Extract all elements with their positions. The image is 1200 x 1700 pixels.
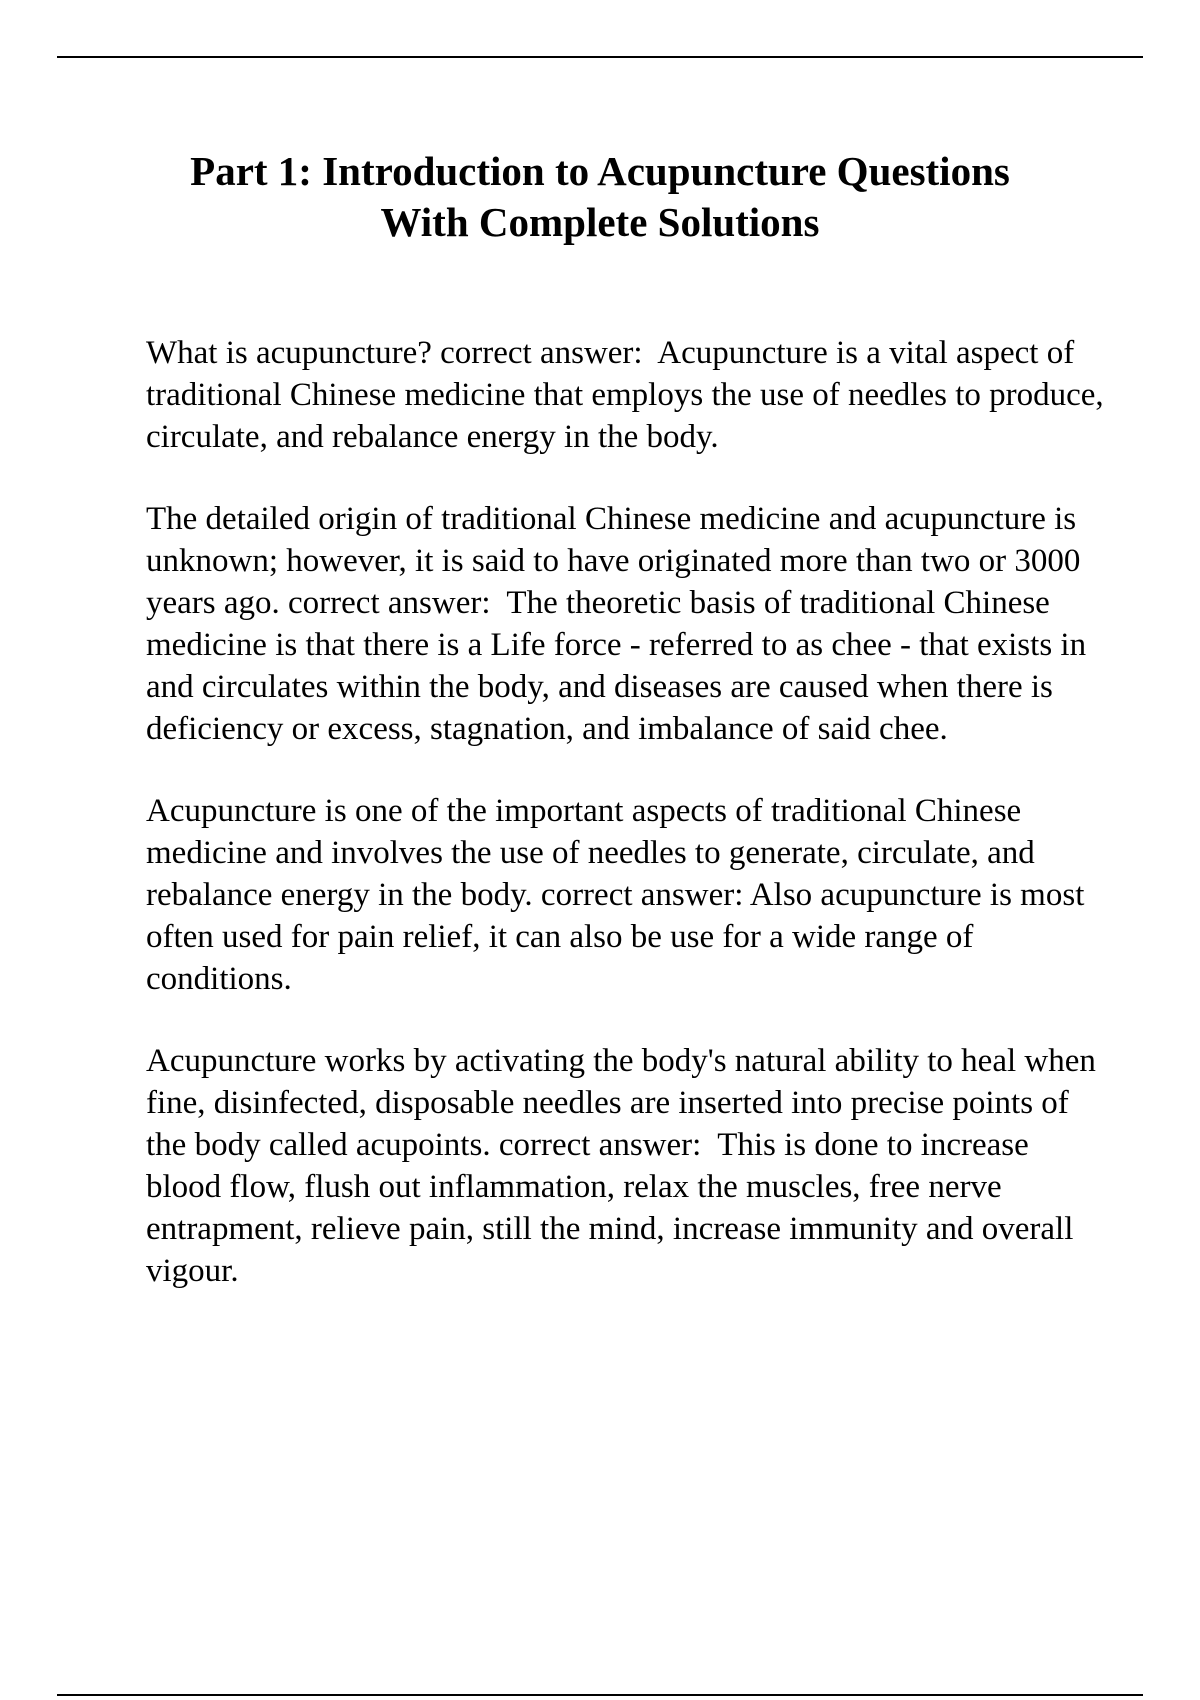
title-line-2: With Complete Solutions bbox=[380, 199, 820, 245]
question-text: The detailed origin of traditional Chinese medicine and acupuncture is unknown; however, it is said to have originated more than two or 3000 years ago. bbox=[146, 501, 1089, 621]
answer-text: Also acupuncture is most often used for pain relief, it can also be use for a wide range of conditions. bbox=[146, 877, 1093, 997]
question-text: Acupuncture is one of the important aspects of traditional Chinese medicine and involves the use of needles to generate, circulate, and rebalance energy in the body. bbox=[146, 793, 1044, 913]
question-text: Acupuncture works by activating the body's natural ability to heal when fine, disinfected, disposable needles are inserted into precise points of the body called acupoints. bbox=[146, 1043, 1105, 1163]
answer-text: The theoretic basis of traditional Chinese medicine is that there is a Life force - referred to as chee - that exists in and circulates within the body, and diseases are caused when there is deficiency or excess, stagnation, and imbalance of said chee. bbox=[146, 585, 1095, 747]
answer-label: correct answer: bbox=[540, 877, 744, 913]
document-title bbox=[57, 146, 1143, 248]
bottom-divider bbox=[57, 1694, 1143, 1696]
answer-label: correct answer: bbox=[498, 1127, 702, 1163]
title-line-1: Part 1: Introduction to Acupuncture Questions bbox=[190, 148, 1010, 194]
qa-item-4 bbox=[146, 1040, 1106, 1292]
qa-item-2 bbox=[146, 498, 1106, 750]
qa-item-1 bbox=[146, 332, 1112, 458]
answer-label: correct answer: bbox=[440, 335, 643, 371]
top-divider bbox=[57, 56, 1143, 58]
question-text: What is acupuncture? bbox=[146, 335, 432, 371]
qa-item-3 bbox=[146, 790, 1106, 1000]
answer-text: This is done to increase blood flow, flush out inflammation, relax the muscles, free nerve entrapment, relieve pain, still the mind, increase immunity and overall vigour. bbox=[146, 1127, 1082, 1289]
answer-label: correct answer: bbox=[288, 585, 491, 621]
answer-text: Acupuncture is a vital aspect of traditional Chinese medicine that employs the use of needles to produce, circulate, and rebalance energy in the body. bbox=[146, 335, 1112, 455]
qa-list bbox=[146, 332, 1112, 1332]
